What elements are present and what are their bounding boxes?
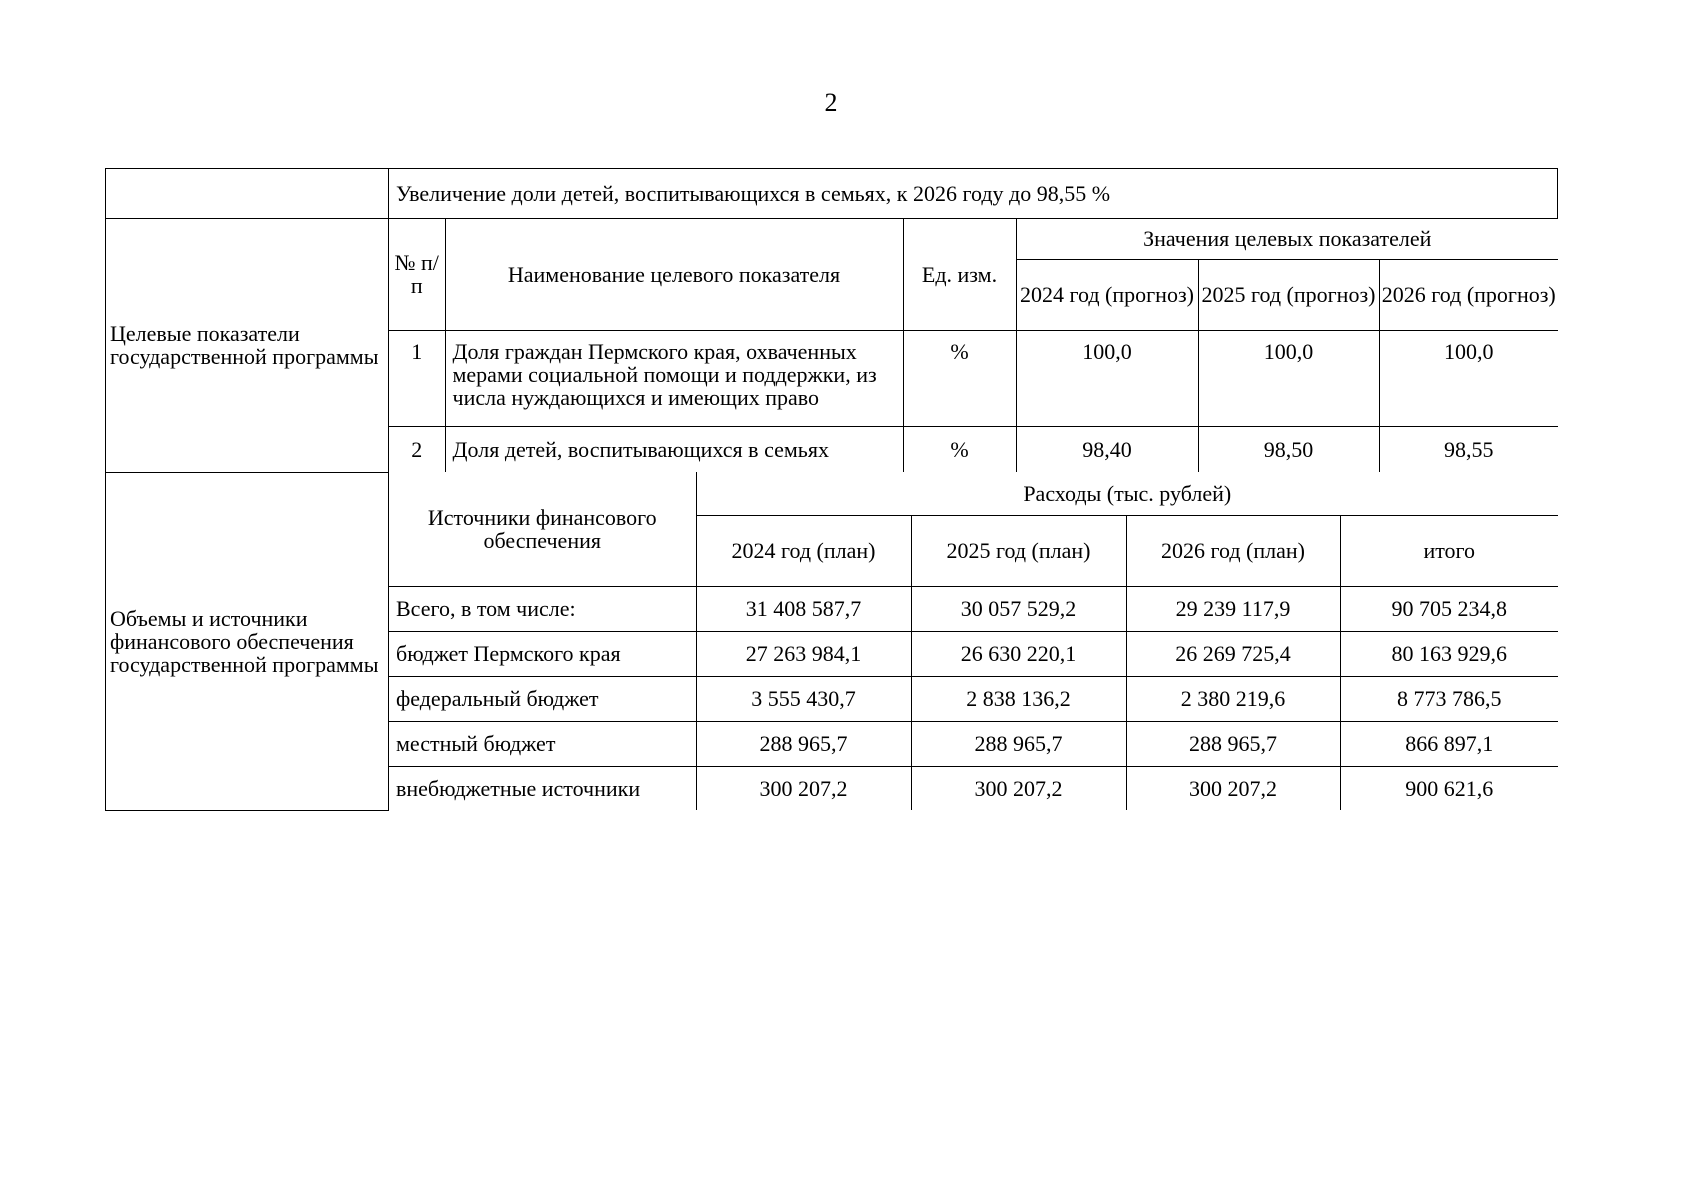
header-plan-2026: 2026 год (план)	[1126, 515, 1340, 586]
indicator-name: Доля граждан Пермского края, охваченных мерами социальной помощи и поддержки, из числа нуждающихся и имеющих право	[445, 330, 903, 426]
header-expenses: Расходы (тыс. рублей)	[696, 472, 1558, 515]
finance-table-cell	[389, 472, 1558, 810]
amount-2024: 288 965,7	[696, 721, 911, 766]
header-indicator-name: Наименование целевого показателя	[445, 219, 903, 330]
amount-total: 900 621,6	[1340, 766, 1558, 810]
source-name: бюджет Пермского края	[389, 631, 696, 676]
source-name: местный бюджет	[389, 721, 696, 766]
amount-2026: 29 239 117,9	[1126, 586, 1340, 631]
header-target-values: Значения целевых показателей	[1016, 219, 1558, 259]
amount-total: 8 773 786,5	[1340, 676, 1558, 721]
amount-2026: 300 207,2	[1126, 766, 1340, 810]
amount-2025: 26 630 220,1	[911, 631, 1126, 676]
header-sources: Источники финансового обеспечения	[389, 472, 696, 586]
amount-total: 80 163 929,6	[1340, 631, 1558, 676]
amount-2024: 31 408 587,7	[696, 586, 911, 631]
targets-table	[389, 219, 1558, 472]
targets-section-label: Целевые показатели государственной программы	[106, 219, 389, 473]
passport-table	[105, 168, 1558, 811]
finance-section-label: Объемы и источники финансового обеспечения государственной программы	[106, 472, 389, 810]
header-num: № п/п	[389, 219, 445, 330]
header-plan-2024: 2024 год (план)	[696, 515, 911, 586]
finance-table	[389, 472, 1558, 810]
goal-text: Увеличение доли детей, воспитывающихся в семьях, к 2026 году до 98,55 %	[389, 169, 1558, 219]
value-2025: 98,50	[1198, 426, 1379, 472]
amount-2026: 26 269 725,4	[1126, 631, 1340, 676]
header-total: итого	[1340, 515, 1558, 586]
value-2024: 98,40	[1016, 426, 1198, 472]
header-year-2026: 2026 год (прогноз)	[1379, 259, 1558, 330]
value-2026: 100,0	[1379, 330, 1558, 426]
indicator-unit: %	[903, 330, 1016, 426]
header-unit: Ед. изм.	[903, 219, 1016, 330]
value-2026: 98,55	[1379, 426, 1558, 472]
value-2024: 100,0	[1016, 330, 1198, 426]
indicator-unit: %	[903, 426, 1016, 472]
amount-2025: 300 207,2	[911, 766, 1126, 810]
amount-2025: 288 965,7	[911, 721, 1126, 766]
amount-2024: 27 263 984,1	[696, 631, 911, 676]
value-2025: 100,0	[1198, 330, 1379, 426]
header-year-2024: 2024 год (прогноз)	[1016, 259, 1198, 330]
header-plan-2025: 2025 год (план)	[911, 515, 1126, 586]
source-name: федеральный бюджет	[389, 676, 696, 721]
empty-label-cell	[106, 169, 389, 219]
amount-2026: 2 380 219,6	[1126, 676, 1340, 721]
indicator-name: Доля детей, воспитывающихся в семьях	[445, 426, 903, 472]
amount-2024: 3 555 430,7	[696, 676, 911, 721]
page-number: 2	[824, 88, 838, 117]
amount-2025: 30 057 529,2	[911, 586, 1126, 631]
amount-2026: 288 965,7	[1126, 721, 1340, 766]
source-name: Всего, в том числе:	[389, 586, 696, 631]
amount-2024: 300 207,2	[696, 766, 911, 810]
amount-2025: 2 838 136,2	[911, 676, 1126, 721]
row-num: 2	[389, 426, 445, 472]
source-name: внебюджетные источники	[389, 766, 696, 810]
header-year-2025: 2025 год (прогноз)	[1198, 259, 1379, 330]
amount-total: 90 705 234,8	[1340, 586, 1558, 631]
targets-table-cell	[389, 219, 1558, 473]
row-num: 1	[389, 330, 445, 426]
amount-total: 866 897,1	[1340, 721, 1558, 766]
